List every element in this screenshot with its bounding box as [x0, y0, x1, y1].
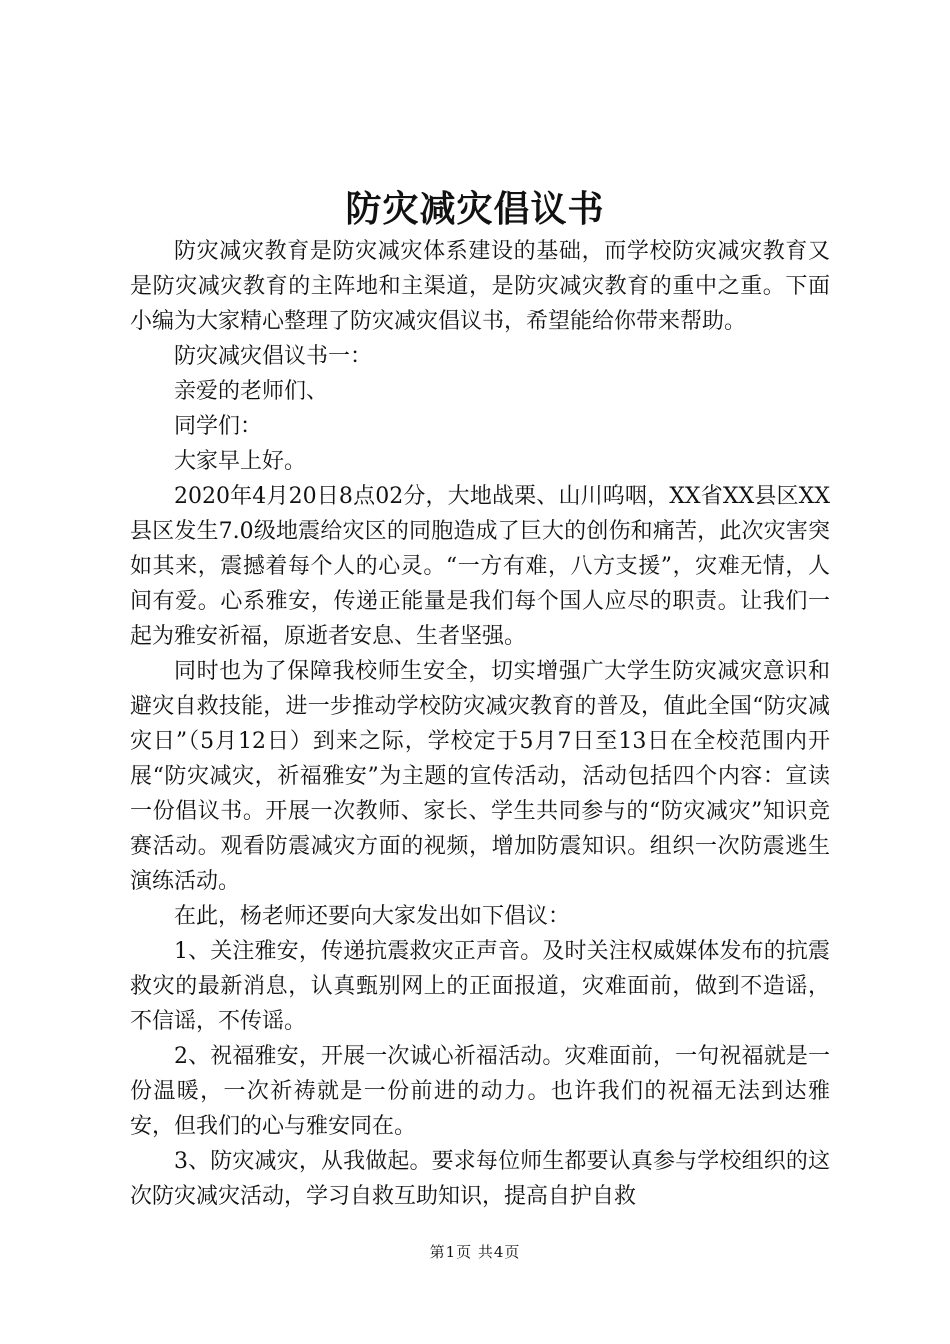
paragraph-heading-1: 防灾减灾倡议书一：: [174, 344, 373, 369]
document-body: [130, 234, 830, 1214]
paragraph-proposal-3: 3、防灾减灾，从我做起。要求每位师生都要认真参与学校组织的这次防灾减灾活动，学习自救互助知识，提高自护自救: [130, 1149, 830, 1209]
paragraph-salutation-teachers: 亲爱的老师们、: [174, 379, 329, 404]
document-title: 防灾减灾倡议书: [345, 188, 605, 230]
paragraph-greeting: 大家早上好。: [174, 449, 307, 474]
paragraph-proposal-1: 1、关注雅安，传递抗震救灾正声音。及时关注权威媒体发布的抗震救灾的最新消息，认真甄别网上的正面报道，灾难面前，做到不造谣，不信谣，不传谣。: [130, 939, 830, 1034]
paragraph-intro: 防灾减灾教育是防灾减灾体系建设的基础，而学校防灾减灾教育又是防灾减灾教育的主阵地和主渠道，是防灾减灾教育的重中之重。下面小编为大家精心整理了防灾减灾倡议书，希望能给你带来帮助。: [130, 239, 830, 334]
paragraph-proposal-2: 2、祝福雅安，开展一次诚心祈福活动。灾难面前，一句祝福就是一份温暖，一次祈祷就是一份前进的动力。也许我们的祝福无法到达雅安，但我们的心与雅安同在。: [130, 1044, 830, 1139]
page-number-footer: 第1页 共4页: [429, 1243, 521, 1261]
paragraph-activities: 同时也为了保障我校师生安全，切实增强广大学生防灾减灾意识和避灾自救技能，进一步推动学校防灾减灾教育的普及，值此全国“防灾减灾日”（5月12日）到来之际，学校定于5月7日至13日在全校范围内开展“防灾减灾，祈福雅安”为主题的宣传活动，活动包括四个内容：宣读一份倡议书。开展一次教师、家长、学生共同参与的“防灾减灾”知识竞赛活动。观看防震减灾方面的视频，增加防震知识。组织一次防震逃生演练活动。: [130, 659, 830, 894]
paragraph-salutation-students: 同学们：: [174, 414, 263, 439]
paragraph-earthquake: 2020年4月20日8点02分，大地战栗、山川呜咽，XX省XX县区XX县区发生7.0级地震给灾区的同胞造成了巨大的创伤和痛苦，此次灾害突如其来，震撼着每个人的心灵。“一方有难，八方支援”，灾难无情，人间有爱。心系雅安，传递正能量是我们每个国人应尽的职责。让我们一起为雅安祈福，原逝者安息、生者坚强。: [130, 484, 830, 649]
paragraph-proposal-intro: 在此，杨老师还要向大家发出如下倡议：: [174, 904, 571, 929]
